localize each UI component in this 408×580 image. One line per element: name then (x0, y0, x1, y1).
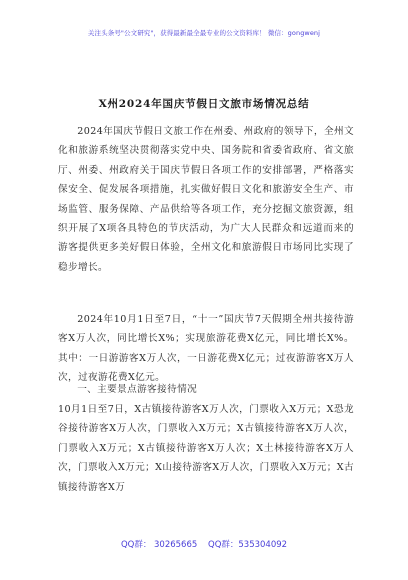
footer-qq-group-1: QQ群： 30265665 (120, 540, 198, 550)
document-title: X州2024年国庆节假日文旅市场情况总结 (98, 98, 310, 110)
paragraph-scenic-spots: 10月1日至7日，X古镇接待游客X万人次，门票收入X万元；X恐龙谷接待游客X万人次，门票收入X万元；X古镇接待游客X万人次，门票收入X万元；X古镇接待游客X万人次；X土林接待游客X万人次，门票收入X万元；X山接待游客X万人次，门票收入X万元；X古镇接待游客X万 (58, 404, 354, 493)
paragraph-intro: 2024年国庆节假日文旅工作在州委、州政府的领导下，全州文化和旅游系统坚决贯彻落实党中央、国务院和省委省政府、省文旅厅、州委、州政府关于国庆节假日各项工作的安排部署，严格落实保安全、促发展各项措施，扎实做好假日文化和旅游安全生产、市场监管、服务保障、产品供给等各项工作，充分挖掘文旅资源，组织开展了X项各具特色的节庆活动，为广大人民群众和远道而来的游客提供更多美好假日体验，全州文化和旅游假日市场同比实现了稳步增长。 (58, 126, 354, 273)
paragraph-statistics: 2024年10月1日至7日，“十一”国庆节7天假期全州共接待游客X万人次，同比增长X%；实现旅游花费X亿元，同比增长X%。其中：一日游游客X万人次，一日游花费X亿元；过夜游游客X万人次，过夜游花费X亿元。 (58, 314, 354, 384)
section-heading: 一、主要景点游客接待情况 (77, 384, 198, 395)
footer (0, 538, 408, 550)
footer-qq-group-2: QQ群：535304092 (208, 540, 288, 550)
header-banner: 关注头条号"公文研究"，获得最新最全最专业的公文资料库！ 微信：gongwenj (87, 29, 321, 37)
